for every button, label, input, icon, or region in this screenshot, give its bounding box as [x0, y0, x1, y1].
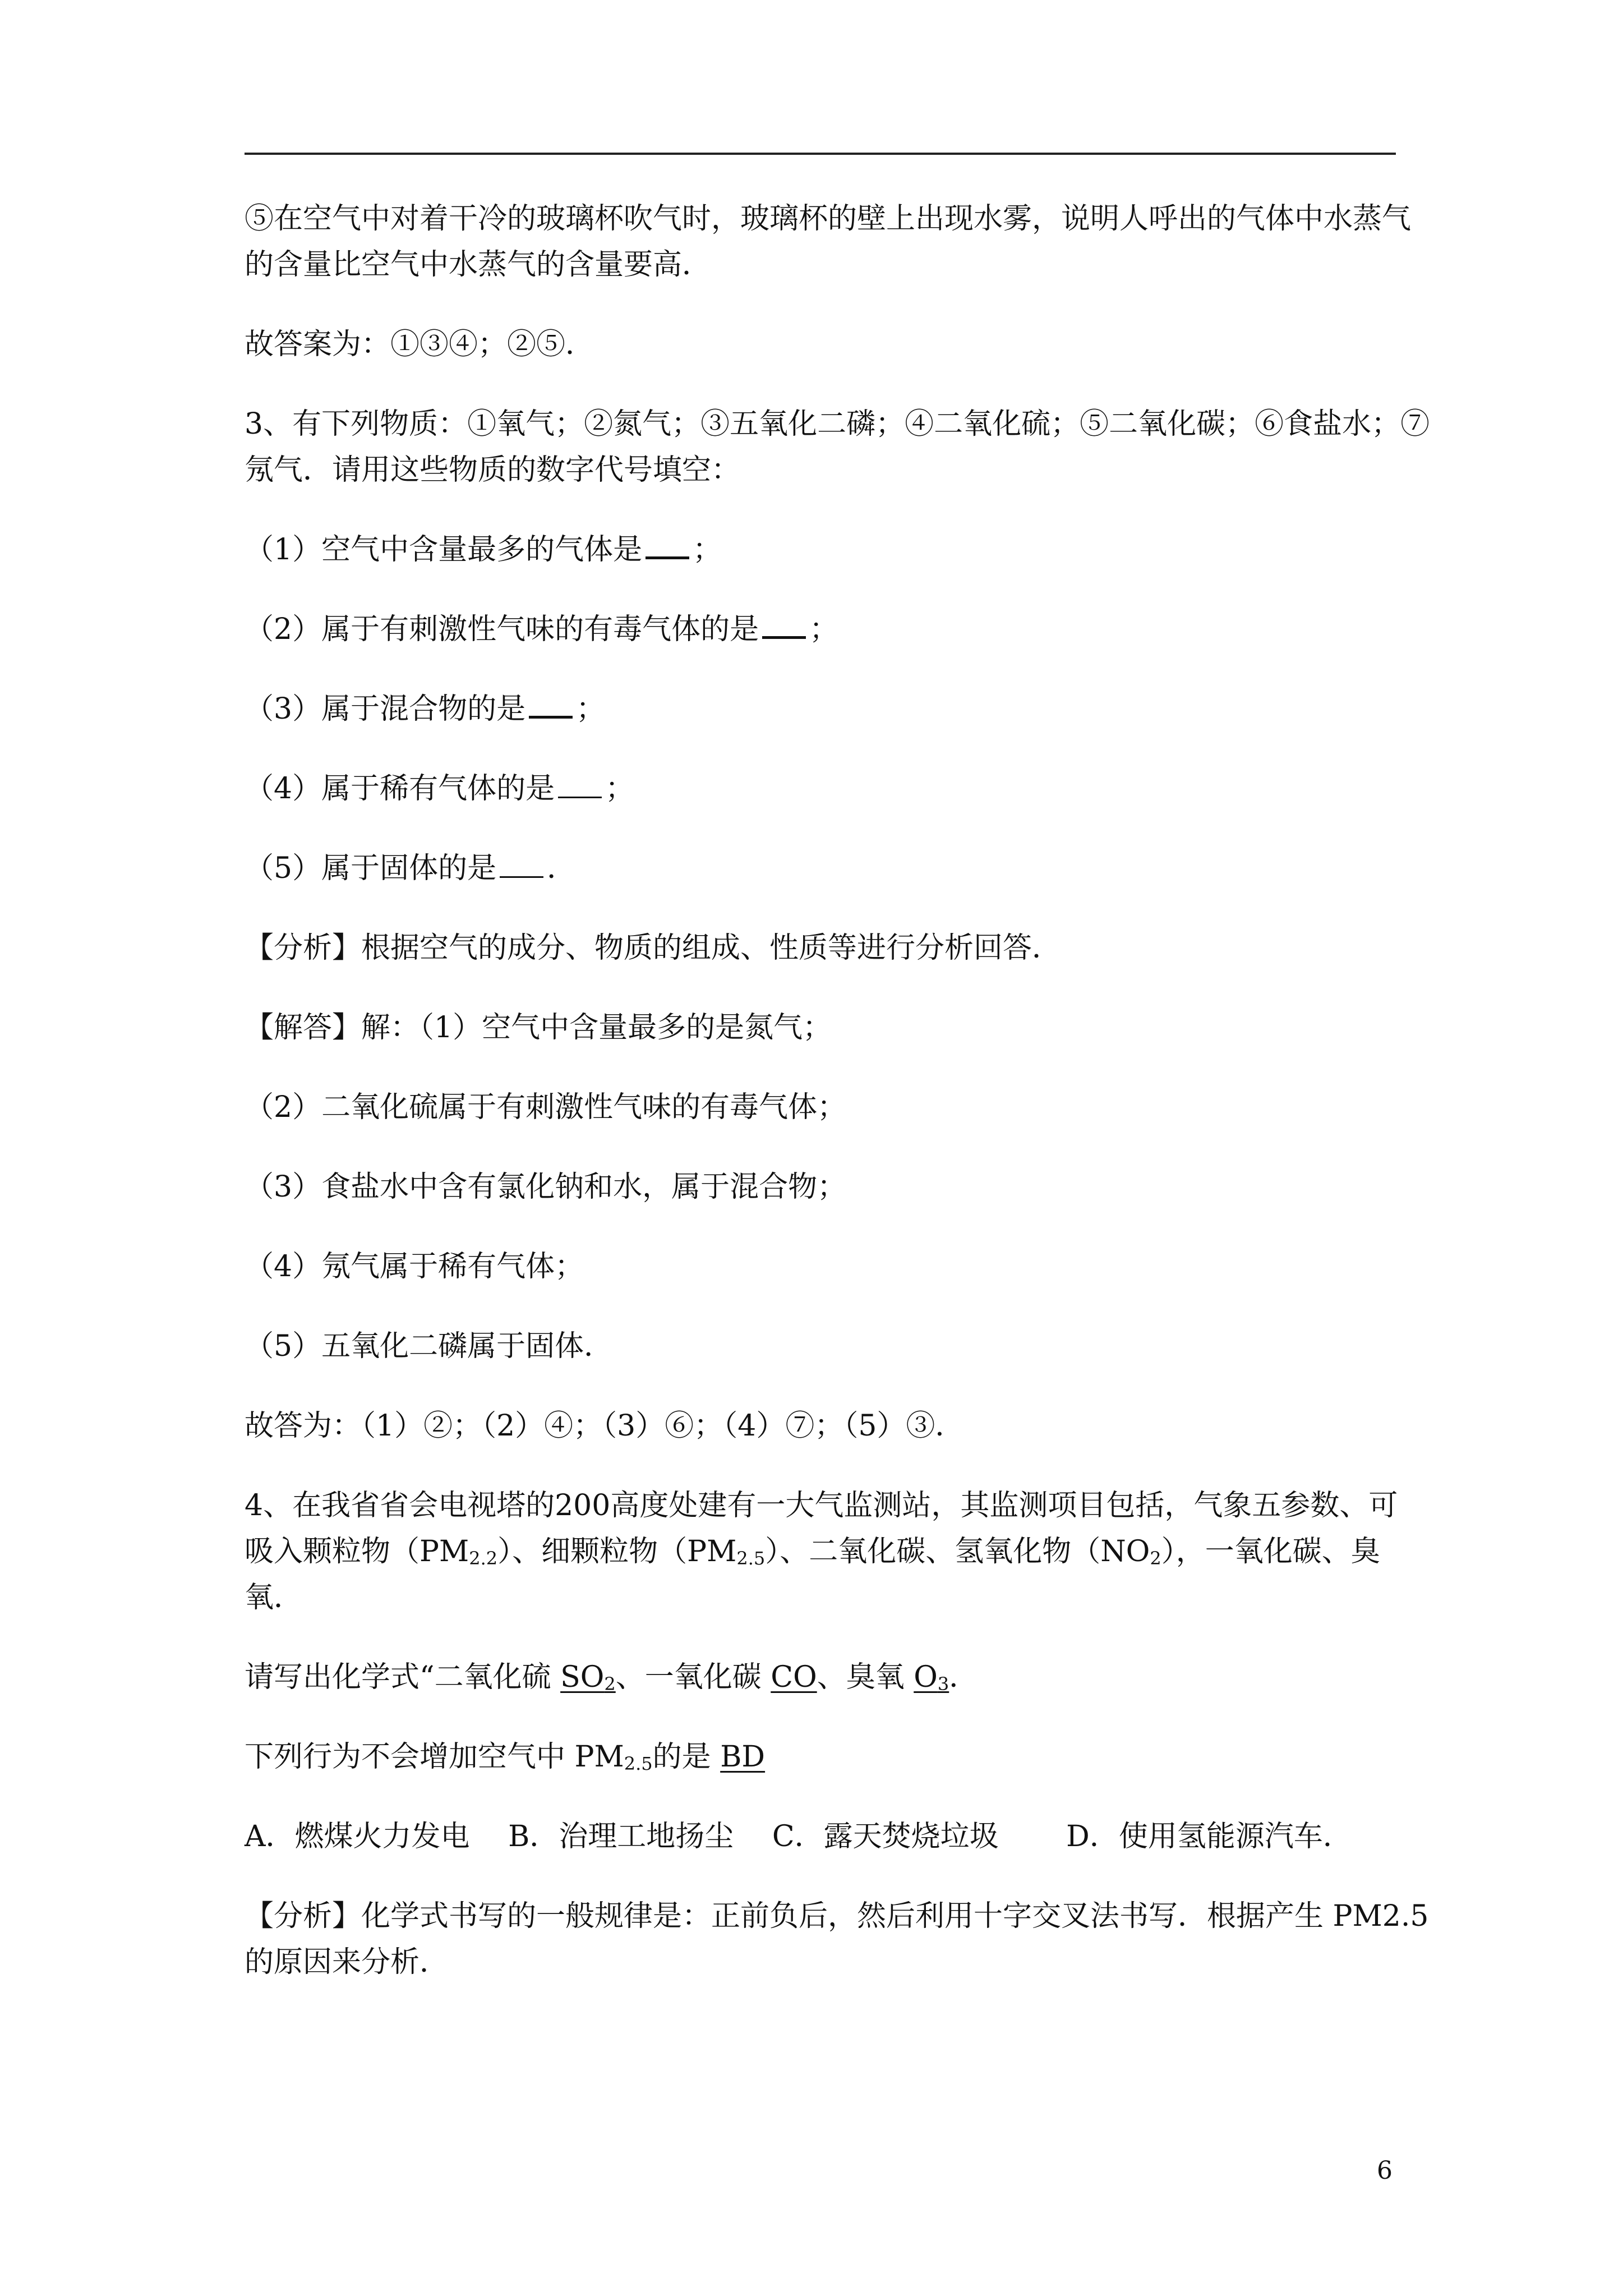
question-3-item-2	[245, 610, 1400, 648]
text-line: 故答案为：①③④；②⑤．	[245, 328, 595, 361]
subscript: 2.2	[469, 1548, 498, 1569]
item-text: （1）空气中含量最多的气体是	[245, 533, 643, 567]
formula: O	[914, 1660, 938, 1694]
options-line: A．燃煤火力发电 B．治理工地扬尘 C．露天焚烧垃圾 D．使用氢能源汽车．	[245, 1820, 1352, 1853]
formula: SO	[560, 1660, 605, 1694]
answer-blank	[645, 531, 689, 559]
analysis-text: 【分析】化学式书写的一般规律是：正前负后，然后利用十字交叉法书写．根据产生 PM2.5	[245, 1899, 1429, 1933]
chemical-formula-line	[245, 1658, 1400, 1696]
text-line: 的含量比空气中水蒸气的含量要高．	[245, 248, 712, 282]
question-3-item-4	[245, 770, 1400, 808]
item-text: （3）属于混合物的是	[245, 692, 526, 726]
final-answer: 故答为：（1）②；（2）④；（3）⑥；（4）⑦；（5）③．	[245, 1409, 965, 1443]
text-fragment: 吸入颗粒物（PM	[245, 1535, 469, 1568]
item-end: ；	[693, 533, 722, 567]
answer-bd: BD	[720, 1740, 766, 1774]
text-fragment: ）、细颗粒物（PM	[497, 1535, 737, 1568]
solution-text: 【解答】解：（1）空气中含量最多的是氮气；	[245, 1011, 832, 1045]
subscript: 2	[604, 1673, 616, 1695]
text-fragment: 、一氧化碳	[615, 1660, 771, 1694]
item-end: ；	[605, 772, 635, 806]
analysis-text: 的原因来分析．	[245, 1945, 449, 1979]
question-4-line-2	[245, 1533, 1400, 1571]
question-4-line-3: 氧．	[245, 1581, 303, 1614]
page-number: 6	[1377, 2156, 1393, 2185]
text-line: ⑤在空气中对着干冷的玻璃杯吹气时，玻璃杯的壁上出现水雾，说明人呼出的气体中水蒸气	[245, 202, 1412, 236]
answer-blank	[558, 771, 602, 798]
text-fragment: 请写出化学式“二氧化硫	[245, 1660, 561, 1694]
text-fragment: 、臭氧	[817, 1660, 914, 1694]
question-3-item-5	[245, 849, 1400, 887]
item-text: （5）属于固体的是	[245, 852, 497, 885]
text-fragment: ）、二氧化碳、氢氧化物（NO	[765, 1535, 1150, 1568]
question-3-item-3	[245, 690, 1400, 728]
pm-question-line	[245, 1738, 1400, 1776]
solution-line: （4）氖气属于稀有气体；	[245, 1250, 584, 1283]
analysis-text: 【分析】根据空气的成分、物质的组成、性质等进行分析回答．	[245, 931, 1062, 965]
solution-line: （5）五氧化二磷属于固体．	[245, 1329, 614, 1363]
text-fragment: ．	[949, 1660, 979, 1694]
item-text: （2）属于有刺激性气味的有毒气体的是	[245, 613, 759, 646]
subscript: 2.5	[624, 1753, 653, 1774]
question-3-item-1	[245, 531, 1400, 569]
answer-blank	[500, 850, 543, 878]
text-fragment: 的是	[652, 1740, 721, 1774]
question-3-stem: 3、有下列物质：①氧气；②氮气；③五氧化二磷；④二氧化硫；⑤二氧化碳；⑥食盐水；⑦	[245, 407, 1430, 441]
answer-blank	[529, 690, 573, 719]
subscript: 2	[1150, 1548, 1161, 1569]
answer-blank	[762, 610, 806, 639]
subscript: 3	[937, 1673, 949, 1695]
item-text: （4）属于稀有气体的是	[245, 772, 555, 806]
solution-line: （2）二氧化硫属于有刺激性气味的有毒气体；	[245, 1091, 847, 1124]
text-line: 氖气．请用这些物质的数字代号填空：	[245, 453, 741, 487]
item-end: ；	[809, 613, 839, 646]
text-fragment: 下列行为不会增加空气中 PM	[245, 1740, 624, 1774]
subscript: 2.5	[736, 1548, 766, 1569]
answer-o3	[914, 1660, 949, 1694]
answer-so2	[560, 1660, 616, 1694]
answer-co: CO	[771, 1660, 817, 1694]
solution-line: （3）食盐水中含有氯化钠和水，属于混合物；	[245, 1170, 847, 1204]
item-end: ；	[576, 692, 606, 726]
header-rule	[245, 153, 1396, 155]
question-4-stem: 4、在我省省会电视塔的200高度处建有一大气监测站，其监测项目包括，气象五参数、可	[245, 1489, 1398, 1522]
item-end: ．	[547, 852, 577, 885]
text-fragment: ），一氧化碳、臭	[1161, 1535, 1380, 1568]
